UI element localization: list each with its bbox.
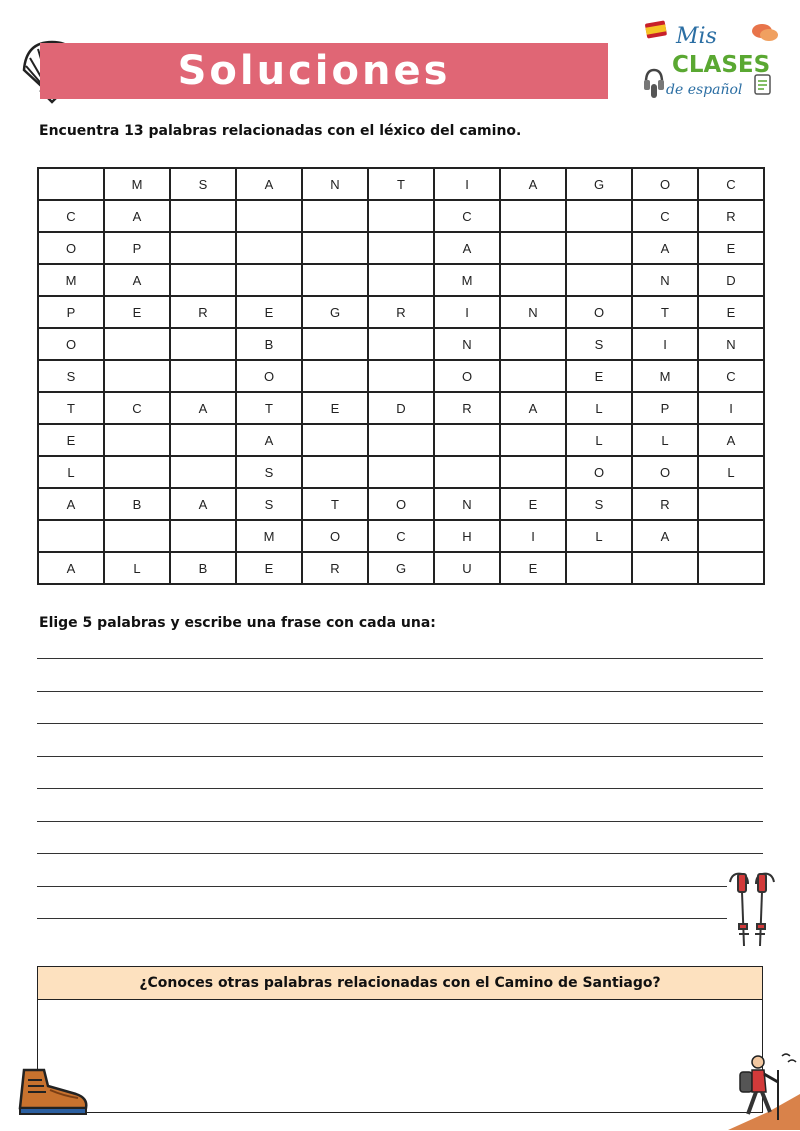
grid-cell xyxy=(368,232,434,264)
grid-cell xyxy=(566,552,632,584)
grid-cell: A xyxy=(500,392,566,424)
writing-line[interactable] xyxy=(37,756,763,757)
question-box xyxy=(37,966,763,1113)
grid-cell: A xyxy=(632,520,698,552)
grid-cell: L xyxy=(566,424,632,456)
grid-cell: S xyxy=(236,456,302,488)
grid-cell: B xyxy=(236,328,302,360)
hiker-icon xyxy=(728,1050,800,1130)
grid-cell xyxy=(104,456,170,488)
grid-cell xyxy=(368,200,434,232)
grid-cell xyxy=(368,456,434,488)
grid-cell: C xyxy=(632,200,698,232)
grid-cell: N xyxy=(434,488,500,520)
logo-clases: CLASES xyxy=(672,52,771,78)
grid-cell: M xyxy=(632,360,698,392)
grid-cell xyxy=(302,424,368,456)
writing-line[interactable] xyxy=(37,821,763,822)
grid-cell: C xyxy=(38,200,104,232)
grid-cell: L xyxy=(104,552,170,584)
sentence-instruction: Elige 5 palabras y escribe una frase con cada una: xyxy=(39,615,436,631)
grid-cell: C xyxy=(368,520,434,552)
grid-cell: U xyxy=(434,552,500,584)
grid-row xyxy=(38,392,764,424)
grid-cell: L xyxy=(566,520,632,552)
grid-cell: I xyxy=(698,392,764,424)
grid-cell: O xyxy=(632,456,698,488)
grid-cell xyxy=(302,456,368,488)
grid-cell xyxy=(170,264,236,296)
hiking-boot-icon xyxy=(14,1066,94,1118)
grid-cell xyxy=(500,264,566,296)
grid-cell xyxy=(104,424,170,456)
grid-cell xyxy=(302,200,368,232)
grid-cell xyxy=(170,456,236,488)
grid-cell xyxy=(698,488,764,520)
grid-cell: R xyxy=(170,296,236,328)
grid-cell: E xyxy=(698,296,764,328)
grid-cell: L xyxy=(566,392,632,424)
grid-cell: S xyxy=(170,168,236,200)
title-banner xyxy=(40,43,608,99)
grid-cell xyxy=(236,232,302,264)
grid-cell xyxy=(104,328,170,360)
grid-cell: M xyxy=(104,168,170,200)
grid-cell: E xyxy=(500,552,566,584)
grid-cell: A xyxy=(170,488,236,520)
grid-cell: E xyxy=(500,488,566,520)
grid-cell: R xyxy=(302,552,368,584)
grid-cell xyxy=(302,232,368,264)
grid-row xyxy=(38,168,764,200)
grid-row xyxy=(38,328,764,360)
grid-cell xyxy=(434,456,500,488)
logo-de-espanol: de español xyxy=(666,82,743,98)
speech-bubbles-icon xyxy=(750,20,780,46)
grid-cell: P xyxy=(632,392,698,424)
grid-cell: E xyxy=(104,296,170,328)
grid-cell xyxy=(104,520,170,552)
logo-mis: Mis xyxy=(676,24,717,49)
grid-cell: I xyxy=(500,520,566,552)
grid-cell: O xyxy=(38,328,104,360)
writing-line[interactable] xyxy=(37,691,763,692)
grid-cell: A xyxy=(236,424,302,456)
grid-cell xyxy=(698,552,764,584)
grid-cell: C xyxy=(698,360,764,392)
grid-cell xyxy=(368,360,434,392)
writing-line[interactable] xyxy=(37,918,727,919)
grid-cell: P xyxy=(38,296,104,328)
grid-cell: T xyxy=(368,168,434,200)
grid-cell: H xyxy=(434,520,500,552)
grid-cell: A xyxy=(38,552,104,584)
grid-row xyxy=(38,520,764,552)
writing-line[interactable] xyxy=(37,723,763,724)
grid-cell: E xyxy=(236,296,302,328)
grid-cell: N xyxy=(698,328,764,360)
grid-row xyxy=(38,488,764,520)
grid-cell xyxy=(632,552,698,584)
grid-cell: O xyxy=(302,520,368,552)
grid-cell xyxy=(302,328,368,360)
grid-cell: M xyxy=(434,264,500,296)
grid-cell: N xyxy=(500,296,566,328)
grid-cell: R xyxy=(368,296,434,328)
grid-row xyxy=(38,200,764,232)
grid-cell: A xyxy=(104,264,170,296)
grid-cell: A xyxy=(38,488,104,520)
grid-cell xyxy=(170,424,236,456)
grid-cell: P xyxy=(104,232,170,264)
grid-cell xyxy=(170,360,236,392)
grid-cell: C xyxy=(434,200,500,232)
grid-cell: O xyxy=(566,456,632,488)
grid-row xyxy=(38,552,764,584)
grid-cell: E xyxy=(236,552,302,584)
grid-cell: E xyxy=(566,360,632,392)
grid-row xyxy=(38,424,764,456)
question-box-bottom-line xyxy=(37,1112,763,1113)
grid-cell xyxy=(566,264,632,296)
grid-cell xyxy=(104,360,170,392)
grid-cell: T xyxy=(632,296,698,328)
grid-cell xyxy=(38,168,104,200)
grid-cell xyxy=(368,424,434,456)
grid-cell: O xyxy=(368,488,434,520)
grid-cell: E xyxy=(38,424,104,456)
grid-cell: N xyxy=(302,168,368,200)
grid-cell: L xyxy=(698,456,764,488)
grid-cell xyxy=(368,328,434,360)
grid-row xyxy=(38,456,764,488)
grid-cell xyxy=(170,520,236,552)
grid-cell: A xyxy=(632,232,698,264)
trekking-poles-icon xyxy=(722,868,782,952)
grid-cell xyxy=(236,264,302,296)
grid-cell: E xyxy=(302,392,368,424)
grid-cell: R xyxy=(632,488,698,520)
grid-cell xyxy=(500,328,566,360)
grid-cell: S xyxy=(566,328,632,360)
spain-flag-icon xyxy=(644,20,668,40)
grid-cell xyxy=(368,264,434,296)
grid-cell: N xyxy=(434,328,500,360)
grid-cell: A xyxy=(236,168,302,200)
grid-cell: A xyxy=(698,424,764,456)
headphones-icon xyxy=(642,66,666,102)
grid-cell: L xyxy=(38,456,104,488)
grid-cell: C xyxy=(104,392,170,424)
grid-cell: G xyxy=(302,296,368,328)
grid-cell: S xyxy=(566,488,632,520)
grid-cell: O xyxy=(236,360,302,392)
grid-cell xyxy=(170,232,236,264)
grid-cell xyxy=(698,520,764,552)
grid-cell: I xyxy=(632,328,698,360)
grid-cell xyxy=(500,200,566,232)
grid-cell: I xyxy=(434,168,500,200)
writing-line[interactable] xyxy=(37,853,763,854)
word-search-grid xyxy=(37,167,765,585)
grid-cell xyxy=(500,456,566,488)
grid-cell: A xyxy=(500,168,566,200)
grid-cell: S xyxy=(38,360,104,392)
grid-row xyxy=(38,232,764,264)
writing-line[interactable] xyxy=(37,886,727,887)
grid-cell: N xyxy=(632,264,698,296)
word-search-instruction: Encuentra 13 palabras relacionadas con el léxico del camino. xyxy=(39,123,522,139)
grid-cell xyxy=(434,424,500,456)
grid-cell: C xyxy=(698,168,764,200)
grid-cell: G xyxy=(368,552,434,584)
grid-cell: O xyxy=(38,232,104,264)
grid-row xyxy=(38,264,764,296)
grid-cell xyxy=(170,328,236,360)
grid-cell xyxy=(302,360,368,392)
grid-cell: T xyxy=(38,392,104,424)
grid-cell: B xyxy=(170,552,236,584)
writing-line[interactable] xyxy=(37,788,763,789)
grid-cell xyxy=(500,424,566,456)
grid-cell: A xyxy=(434,232,500,264)
grid-row xyxy=(38,360,764,392)
grid-cell: R xyxy=(698,200,764,232)
grid-cell xyxy=(302,264,368,296)
grid-cell: L xyxy=(632,424,698,456)
brand-logo xyxy=(640,14,780,114)
grid-cell xyxy=(566,232,632,264)
question-box-heading: ¿Conoces otras palabras relacionadas con el Camino de Santiago? xyxy=(38,967,762,1000)
grid-cell: D xyxy=(698,264,764,296)
grid-cell: I xyxy=(434,296,500,328)
grid-cell: G xyxy=(566,168,632,200)
grid-cell: R xyxy=(434,392,500,424)
grid-cell xyxy=(170,200,236,232)
grid-cell: T xyxy=(302,488,368,520)
grid-cell: O xyxy=(632,168,698,200)
grid-cell: M xyxy=(38,264,104,296)
writing-line[interactable] xyxy=(37,658,763,659)
grid-cell xyxy=(566,200,632,232)
grid-cell: O xyxy=(566,296,632,328)
grid-cell: T xyxy=(236,392,302,424)
grid-cell: D xyxy=(368,392,434,424)
grid-cell: O xyxy=(434,360,500,392)
grid-cell xyxy=(38,520,104,552)
grid-cell xyxy=(500,360,566,392)
grid-cell xyxy=(236,200,302,232)
page-title: Soluciones xyxy=(177,48,451,94)
grid-cell: E xyxy=(698,232,764,264)
grid-cell: B xyxy=(104,488,170,520)
grid-cell: A xyxy=(170,392,236,424)
grid-cell xyxy=(500,232,566,264)
grid-row xyxy=(38,296,764,328)
grid-cell: M xyxy=(236,520,302,552)
grid-cell: S xyxy=(236,488,302,520)
grid-cell: A xyxy=(104,200,170,232)
